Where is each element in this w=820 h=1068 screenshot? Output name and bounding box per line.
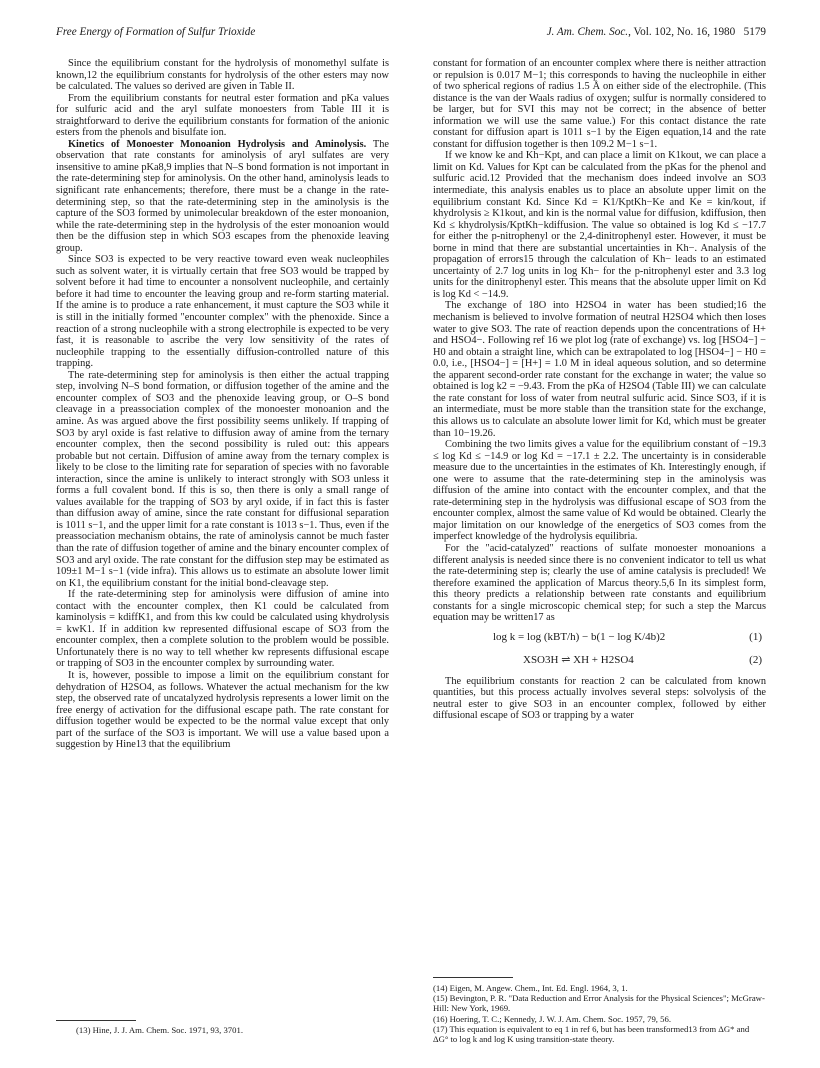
paragraph: From the equilibrium constants for neutral ester formation and pKa values for sulfuric acid and the aryl sulfate monoesters from Table III it is straightforward to derive the equilibrium constants for formation of the anionic esters from the phenols and bisulfate ion. (56, 92, 389, 139)
paragraph: If the rate-determining step for aminolysis were diffusion of amine into contact with the encounter complex, then K1 could be calculated from kaminolysis = kdiffK1, and from this kw could be calculated using khydrolysis = kwK1. If in addition kw represented diffusional escape of SO3 from the encounter complex, then a complete solution to the problem would be possible. Unfortunately there is no way to tell whether kw represents diffusional escape or trapping of SO3 in the encounter complex by surrounding water. (56, 589, 389, 670)
paragraph: Since SO3 is expected to be very reactive toward even weak nucleophiles such as solvent water, it is virtually certain that free SO3 would be trapped by solvent before it had time to encounter a nonsolvent nucleophile, and certainly before it had time to encounter the leaving group and re-form starting material. If the amine is to produce a rate enhancement, it must capture the SO3 while it is still in the initially formed "encounter complex" with the phenoxide. Since a reaction of a strong nucleophile with a strong electrophile is expected to be very fast, it is reasonable to ascribe the very low sensitivity of the rates of nucleophile trapping to the essentially diffusion-controlled nature of this trapping. (56, 254, 389, 370)
volume-issue-year: Vol. 102, No. 16, 1980 (633, 26, 736, 38)
equation-2 (433, 653, 766, 670)
equation-number: (2) (749, 653, 762, 666)
equation-number: (1) (749, 630, 762, 643)
section-heading: Kinetics of Monoester Monoanion Hydrolysis and Aminolysis. (68, 138, 367, 150)
paragraph: The equilibrium constants for reaction 2 can be calculated from known quantities, but this process actually involves several steps: solvolysis of the neutral ester to give SO3 in an encounter complex, followed by either diffusional escape of SO3 or trapping by a water (433, 675, 766, 722)
paragraph: constant for formation of an encounter complex where there is neither attraction or repulsion is 0.017 M−1; this corresponds to having the nucleophile in either of two spherical regions of radius 1.5 Å on either side of the electrophile. (This distance is the van der Waals radius of oxygen; sulfur is normally considered to be larger, but for SVI this may not be correct; in the absence of better information we will use the same value.) For this contact distance the rate constant for diffusion apart is 1011 s−1 by the Eigen equation,14 and the rate constant for diffusion together is then 109.2 M−1 s−1. (433, 58, 766, 150)
footnotes-right (433, 983, 766, 1044)
footnote-14: (14) Eigen, M. Angew. Chem., Int. Ed. Engl. 1964, 3, 1. (433, 983, 628, 993)
equation-1 (433, 630, 766, 647)
journal-citation: J. Am. Chem. Soc., Vol. 102, No. 16, 1980 5179 (546, 26, 766, 38)
paragraph: Combining the two limits gives a value for the equilibrium constant of −19.3 ≤ log Kd ≤ −14.9 or log Kd = −17.1 ± 2.2. The uncertainty is in considerable measure due to the uncertainties in the estimates of Kh. Interestingly enough, if one were to assume that the rate-determining step in the aminolysis was diffusion of the amine into contact with the encounter complex, and that the rate-determining step in the hydrolysis was diffusional escape of SO3 from the encounter complex, almost the same value of Kd would be obtained. Clearly the major limitation on our knowledge of the energetics of SO3 comes from the imperfect knowledge of the hydrolysis equilibria. (433, 439, 766, 543)
paragraph-text: The observation that rate constants for aminolysis of aryl sulfates are very insensitive to amine pKa8,9 implies that N–S bond formation is not important in the rate-determining step for aminolysis. On the other hand, aminolysis leads to significant rate enhancements; therefore, there must be a change in the rate-determining step, so that the rate-determining step in the aminolysis is the capture of the SO3 formed by unimolecular breakdown of the ester monoanion, while the rate-determining step in the hydrolysis of the ester monoanion would then be the diffusion step in which SO3 escapes from the phenoxide leaving group. (56, 138, 389, 254)
footnote-13: (13) Hine, J. J. Am. Chem. Soc. 1971, 93, 3701. (76, 1025, 243, 1035)
paragraph: For the "acid-catalyzed" reactions of sulfate monoester monoanions a different analysis is needed since there is no convenient indicator to tell us what the rate-determining step is; clearly the use of amine catalysis is precluded! We therefore examined the application of Marcus theory.5,6 In its simplest form, this theory predicts a relationship between rate constants and equilibrium constants for a single microscopic chemical step; for such a step the Marcus equation may be written17 as (433, 542, 766, 624)
equation-body: log k = log (kBT/h) − b(1 − log K/4b)2 (493, 630, 666, 643)
paragraph: The exchange of 18O into H2SO4 in water has been studied;16 the mechanism is believed to involve formation of neutral H2SO4 which then loses water to give SO3. The rate of reaction depends upon the concentrations of H+ and HSO4−. Following ref 16 we plot log (rate of exchange) vs. log [HSO4−] − H0 and obtain a straight line, which can be extrapolated to log [HSO4−] − H0 = 0.0, i.e., [HSO4−] = [H+] = 1.0 M in ideal aqueous solution, and so determine the apparent second-order rate constant for the exchange in water; the value so obtained is log k2 = −9.43. From the pKa of H2SO4 (Table III) we can calculate the rate constant for loss of water from neutral sulfuric acid. Since SO3, if it is an intermediate, must be more stable than the transition state for the exchange, this allows us to calculate an absolute lower limit for Kd, which must be greater than 10−19.26. (433, 300, 766, 439)
paragraph: The rate-determining step for aminolysis is then either the actual trapping step, involving N–S bond formation, or diffusion together of the amine and the encounter complex of SO3 and the phenoxide leaving group, or O–S bond cleavage in a preassociation complex of the monoester monoanion and the amine. As was argued above the first possibility seems unlikely. If trapping of SO3 by aryl oxide is fast relative to diffusion away of amine from the ternary encounter complex, then the second possibility is ruled out: this appears probable but not certain. Diffusion of amine away from the ternary complex is likely to be close to the limiting rate for separation of species with no favorable interaction, since the amine is unlikely to interact strongly with SO3 unless it forms a full covalent bond. If this is so, then there is only a small range of values available for the trapping of SO3 by aryl oxide, if in fact this is faster than diffusion away of amine, since the rate constant for diffusional separation is 1011 s−1, and the upper limit for a rate constant is 1013 s−1. Thus, even if the preassociation mechanism obtains, the rate of aminolysis cannot be much faster than the rate of diffusion together of amine and the binary encounter complex of SO3 and aryl oxide. The rate constant for the diffusion step may be estimated as 109±1 M−1 s−1 (vide infra). This allows us to estimate an absolute lower limit on K1, the equilibrium constant for the initial bond-cleavage step. (56, 369, 389, 589)
equation-body: XSO3H ⇌ XH + H2SO4 (523, 653, 634, 666)
left-column (56, 58, 389, 751)
footnotes-left (76, 1025, 389, 1035)
page-number: 5179 (743, 26, 766, 38)
right-column (433, 58, 766, 722)
running-title: Free Energy of Formation of Sulfur Trioxide (56, 26, 256, 38)
journal-name: J. Am. Chem. Soc. (546, 26, 629, 38)
footnote-rule (433, 977, 513, 978)
footnote-rule (56, 1020, 136, 1021)
running-header (56, 26, 766, 42)
paragraph: Since the equilibrium constant for the hydrolysis of monomethyl sulfate is known,12 the equilibrium constants for hydrolysis of the other esters may now be calculated. The values so derived are given in Table II. (56, 58, 389, 93)
paragraph: It is, however, possible to impose a limit on the equilibrium constant for dehydration of H2SO4, as follows. Whatever the actual mechanism for the kw step, the observed rate of uncatalyzed hydrolysis represents a lower limit on the free energy of activation for the diffusional escape path. The rate constant for diffusion together would be expected to be the normal value except that only part of the surface of the SO3 is important. We will use a value based upon a suggestion by Hine13 that the equilibrium (56, 669, 389, 751)
footnote-16: (16) Hoering, T. C.; Kennedy, J. W. J. Am. Chem. Soc. 1957, 79, 56. (433, 1013, 672, 1024)
footnote-15: (15) Bevington, P. R. "Data Reduction and Error Analysis for the Physical Sciences"; McGraw-Hill: New York, 1969. (433, 993, 765, 1014)
footnote-17: (17) This equation is equivalent to eq 1 in ref 6, but has been transformed13 from ΔG* and ΔG° to log k and log K using transition-state theory. (433, 1023, 750, 1045)
section-paragraph (56, 139, 389, 254)
paragraph: If we know ke and Kh−Kpt, and can place a limit on K1kout, we can place a limit on Kd. Values for Kpt can be calculated from the pKas for the phenol and sulfuric acid.12 Provided that the mechanism does indeed involve an SO3 intermediate, this analysis enables us to place an absolute upper limit on the equilibrium constant Kd. Since Kd = K1/KptKh−Ke and Ke = kin/kout, if khydrolysis ≥ K1kout, and kin is the normal value for diffusion, kdiffusion, then Kd ≤ khydrolysis/KptKh−kdiffusion. The value so obtained is log Kd ≤ −17.7 for either the p-nitrophenyl or the 2,4-dinitrophenyl ester. However, it must be borne in mind that there are substantial uncertainties in Kh−. Analysis of the propagation of errors15 through the calculation of Kh− leads to an estimated uncertainty of 2.7 log units in log Kh− for the p-nitrophenyl ester and 3.3 log units for the dinitrophenyl ester. This means that the absolute upper limit on Kd is log Kd < −14.9. (433, 150, 766, 300)
